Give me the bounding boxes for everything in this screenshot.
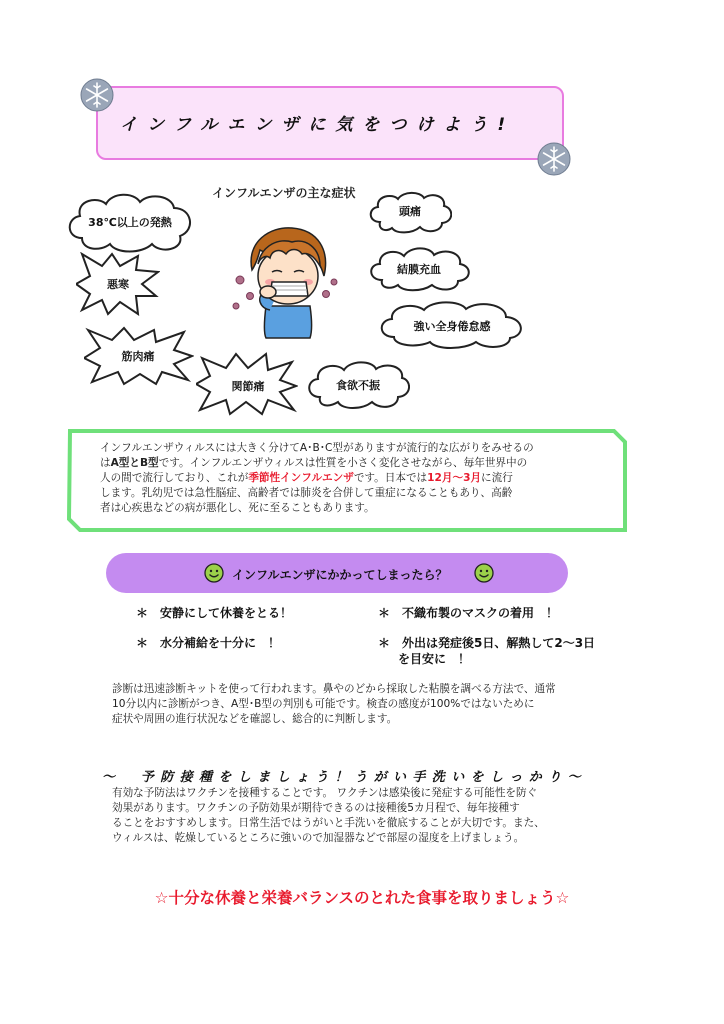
diagnosis-text	[112, 682, 652, 727]
influenza-info-text	[100, 441, 612, 516]
seasonal-flu-highlight: 季節性インフルエンザ	[248, 472, 354, 484]
closing-message: ☆十分な休養と栄養バランスのとれた食事を取りましょう☆	[154, 889, 570, 907]
symptom-muscle-pain: 筋肉痛	[121, 350, 155, 363]
if-infected-heading: インフルエンザにかかってしまったら？	[232, 568, 448, 582]
smiley-icon	[474, 563, 494, 583]
season-period-highlight: 12月～3月	[427, 472, 482, 484]
tip-going-out-cont: を目安に ！	[398, 652, 471, 666]
prevention-line: ウィルスは、乾燥しているところに強いので加湿器などで部屋の湿度を上げましょう。	[112, 832, 525, 844]
diagnosis-line: 症状や周囲の進行状況などを確認し、総合的に判断します。	[112, 713, 398, 725]
info-line: します。乳幼児では急性脳症、高齢者では肺炎を合併して重症になることもあり、高齢	[100, 487, 513, 499]
tip-hydration: ＊ 水分補給を十分に ！	[136, 636, 281, 650]
snowflake-icon	[537, 142, 571, 176]
tip-going-out: ＊ 外出は発症後5日、解熱して2～3日	[378, 636, 596, 650]
symptoms-heading: インフルエンザの主な症状	[212, 186, 356, 200]
tip-rest: ＊ 安静にして休養をとる！	[136, 606, 293, 620]
sick-child-illustration	[230, 222, 350, 340]
diagnosis-line: 診断は迅速診断キットを使って行われます。鼻やのどから採取した粘膜を調べる方法で、通常	[112, 683, 556, 695]
page-title: インフルエンザに気をつけよう!	[120, 115, 516, 135]
symptom-joint-pain: 関節痛	[231, 380, 265, 393]
symptom-headache: 頭痛	[399, 205, 421, 218]
tip-mask: ＊ 不織布製のマスクの着用 ！	[378, 606, 559, 620]
prevention-line: 有効な予防法はワクチンを接種することです。 ワクチンは感染後に発症する可能性を防ぐ	[112, 787, 538, 799]
smiley-icon	[204, 563, 224, 583]
symptom-chills: 悪寒	[107, 278, 129, 291]
info-line: はA型とB型です。インフルエンザウィルスは性質を小さく変化させながら、毎年世界中の	[100, 457, 528, 469]
type-ab-highlight: A型とB型	[110, 457, 159, 469]
info-line: 者は心疾患などの病が悪化し、死に至ることもあります。	[100, 502, 375, 514]
symptom-fatigue: 強い全身倦怠感	[413, 320, 491, 333]
prevention-text	[112, 786, 652, 846]
diagnosis-line: 10分以内に診断がつき、A型･B型の判別も可能です。検査の感度が100%ではないために	[112, 698, 535, 710]
symptom-loss-of-appetite: 食欲不振	[336, 379, 380, 392]
prevention-line: ることをおすすめします。日常生活ではうがいと手洗いを徹底することが大切です。また、	[112, 817, 545, 829]
prevention-heading: ～ 予防接種をしましょう！うがい手洗いをしっかり～	[102, 770, 588, 785]
info-line: 人の間で流行しており、これが季節性インフルエンザです。日本では12月～3月に流行	[100, 472, 513, 484]
symptom-fever: 38℃以上の発熱	[88, 216, 172, 229]
snowflake-icon	[80, 78, 114, 112]
info-line: インフルエンザウィルスには大きく分けてA･B･C型がありますが流行的な広がりをみせるの	[100, 442, 534, 454]
symptom-conjunctival-congestion: 結膜充血	[397, 263, 441, 276]
prevention-line: 効果があります。ワクチンの予防効果が期待できるのは接種後5カ月程で、毎年接種す	[112, 802, 520, 814]
